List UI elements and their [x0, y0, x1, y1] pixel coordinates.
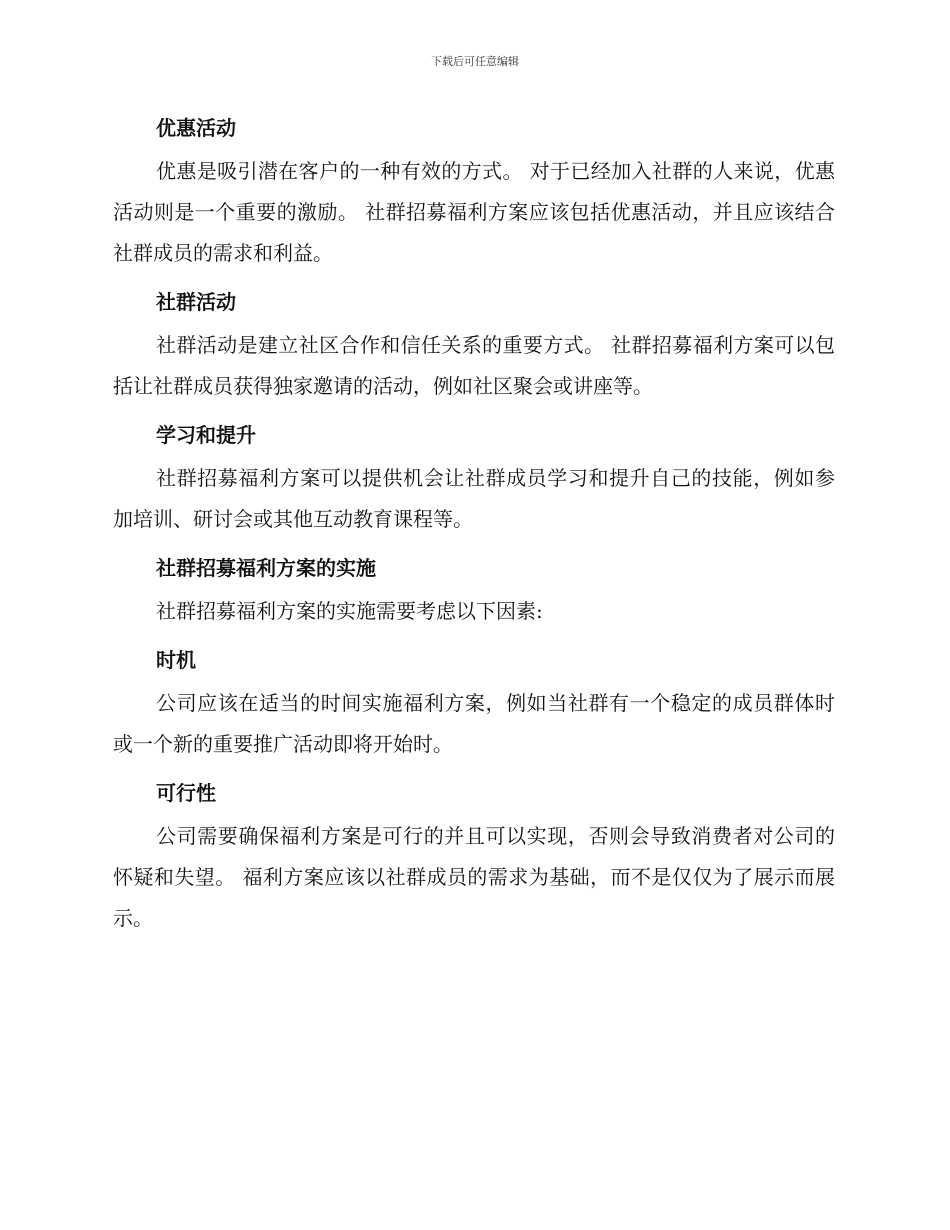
section-heading-timing: 时机	[156, 648, 196, 672]
section-heading-community-events: 社群活动	[156, 290, 236, 314]
section-paragraph-timing: 公司应该在适当的时间实施福利方案，例如当社群有一个稳定的成员群体时或一个新的重要推广活动即将开始时。	[113, 691, 835, 756]
section-paragraph-implementation: 社群招募福利方案的实施需要考虑以下因素:	[156, 599, 543, 623]
section-heading-feasibility: 可行性	[156, 781, 216, 805]
section-heading-implementation: 社群招募福利方案的实施	[156, 556, 376, 580]
page-header-note: 下载后可任意编辑	[431, 55, 519, 68]
section-paragraph-discounts: 优惠是吸引潜在客户的一种有效的方式。 对于已经加入社群的人来说，优惠活动则是一个重要的激励。 社群招募福利方案应该包括优惠活动，并且应该结合社群成员的需求和利益。	[113, 159, 835, 265]
document-body	[113, 108, 835, 947]
section-paragraph-feasibility: 公司需要确保福利方案是可行的并且可以实现，否则会导致消费者对公司的怀疑和失望。 福利方案应该以社群成员的需求为基础，而不是仅仅为了展示而展示。	[113, 824, 835, 930]
section-paragraph-learning: 社群招募福利方案可以提供机会让社群成员学习和提升自己的技能，例如参加培训、研讨会或其他互动教育课程等。	[113, 466, 835, 531]
section-paragraph-community-events: 社群活动是建立社区合作和信任关系的重要方式。 社群招募福利方案可以包括让社群成员获得独家邀请的活动，例如社区聚会或讲座等。	[113, 333, 835, 398]
section-heading-learning: 学习和提升	[156, 423, 256, 447]
section-heading-discounts: 优惠活动	[156, 116, 236, 140]
